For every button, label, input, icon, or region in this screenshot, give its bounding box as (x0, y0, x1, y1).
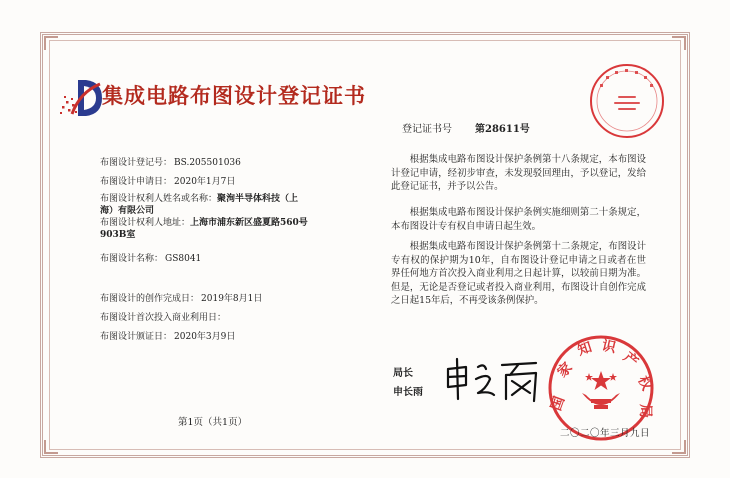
field-label: 布图设计的创作完成日： (100, 294, 200, 304)
frame-corner (672, 36, 686, 50)
field-value: GS8041 (165, 254, 202, 264)
field-issue-date (100, 329, 235, 342)
ic-logo-icon (58, 74, 106, 120)
page-number: 第1页（共1页） (178, 417, 248, 428)
svg-text:家: 家 (554, 359, 576, 381)
svg-text:国: 国 (548, 394, 569, 413)
seal-date: 二〇二〇年三月九日 (560, 428, 651, 439)
frame-corner (672, 440, 686, 454)
legal-paragraph: 根据集成电路布图设计保护条例第十二条规定，布图设计专有权的保护期为10年，自布图设计登记申请之日或者在世界任何地方首次投入商业利用之日起计算，以较前日期为准。但是，无论是否登记或者投入商业利用，布图设计自创作完成之日起15年后，不再受该条例保护。 (391, 241, 646, 307)
signatory-name: 申长雨 (393, 387, 423, 398)
field-label: 布图设计颁证日： (100, 332, 173, 342)
field-value: 聚洵半导体科技（上海）有限公司 (100, 194, 299, 216)
field-label: 布图设计权利人姓名或名称： (100, 194, 218, 204)
field-value: 2019年8月1日 (201, 294, 263, 304)
field-creation-date (100, 291, 262, 304)
field-label: 布图设计首次投入商业利用日： (100, 313, 227, 323)
legal-paragraph: 根据集成电路布图设计保护条例第十八条规定，本布图设计登记申请，经初步审查，未发现驳回理由，予以登记，发给此登记证书，并予以公告。 (391, 154, 646, 193)
legal-paragraph: 根据集成电路布图设计保护条例实施细则第二十条规定，本布图设计专有权自申请日起生效。 (391, 207, 646, 232)
field-value: BS.205501036 (174, 158, 241, 168)
registration-seal-icon (588, 62, 666, 140)
svg-text:产: 产 (620, 349, 642, 371)
field-owner-name (100, 193, 310, 217)
certificate-title: 集成电路布图设计登记证书 (102, 83, 366, 108)
field-label: 布图设计申请日： (100, 177, 173, 187)
svg-text:识: 识 (600, 337, 618, 357)
field-application-date (100, 174, 235, 187)
field-value: 上海市浦东新区盛夏路560号903B室 (100, 218, 308, 240)
field-value: 2020年3月9日 (174, 332, 236, 342)
registration-label: 登记证书号 (402, 124, 452, 135)
svg-text:知: 知 (575, 339, 594, 359)
signatory-title: 局长 (393, 368, 413, 379)
field-commercial-use-date (100, 310, 228, 323)
field-label: 布图设计登记号： (100, 158, 173, 168)
field-label: 布图设计名称： (100, 254, 164, 264)
field-value: 2020年1月7日 (174, 177, 236, 187)
frame-corner (44, 440, 58, 454)
field-design-name (100, 251, 201, 264)
field-label: 布图设计权利人地址： (100, 218, 191, 228)
field-owner-address (100, 217, 310, 241)
handwritten-signature-icon (440, 355, 544, 405)
svg-text:局: 局 (637, 404, 653, 418)
field-registration-no (100, 155, 241, 168)
frame-corner (44, 36, 58, 50)
svg-text:权: 权 (634, 373, 655, 394)
registration-number: 第28611号 (475, 124, 530, 135)
